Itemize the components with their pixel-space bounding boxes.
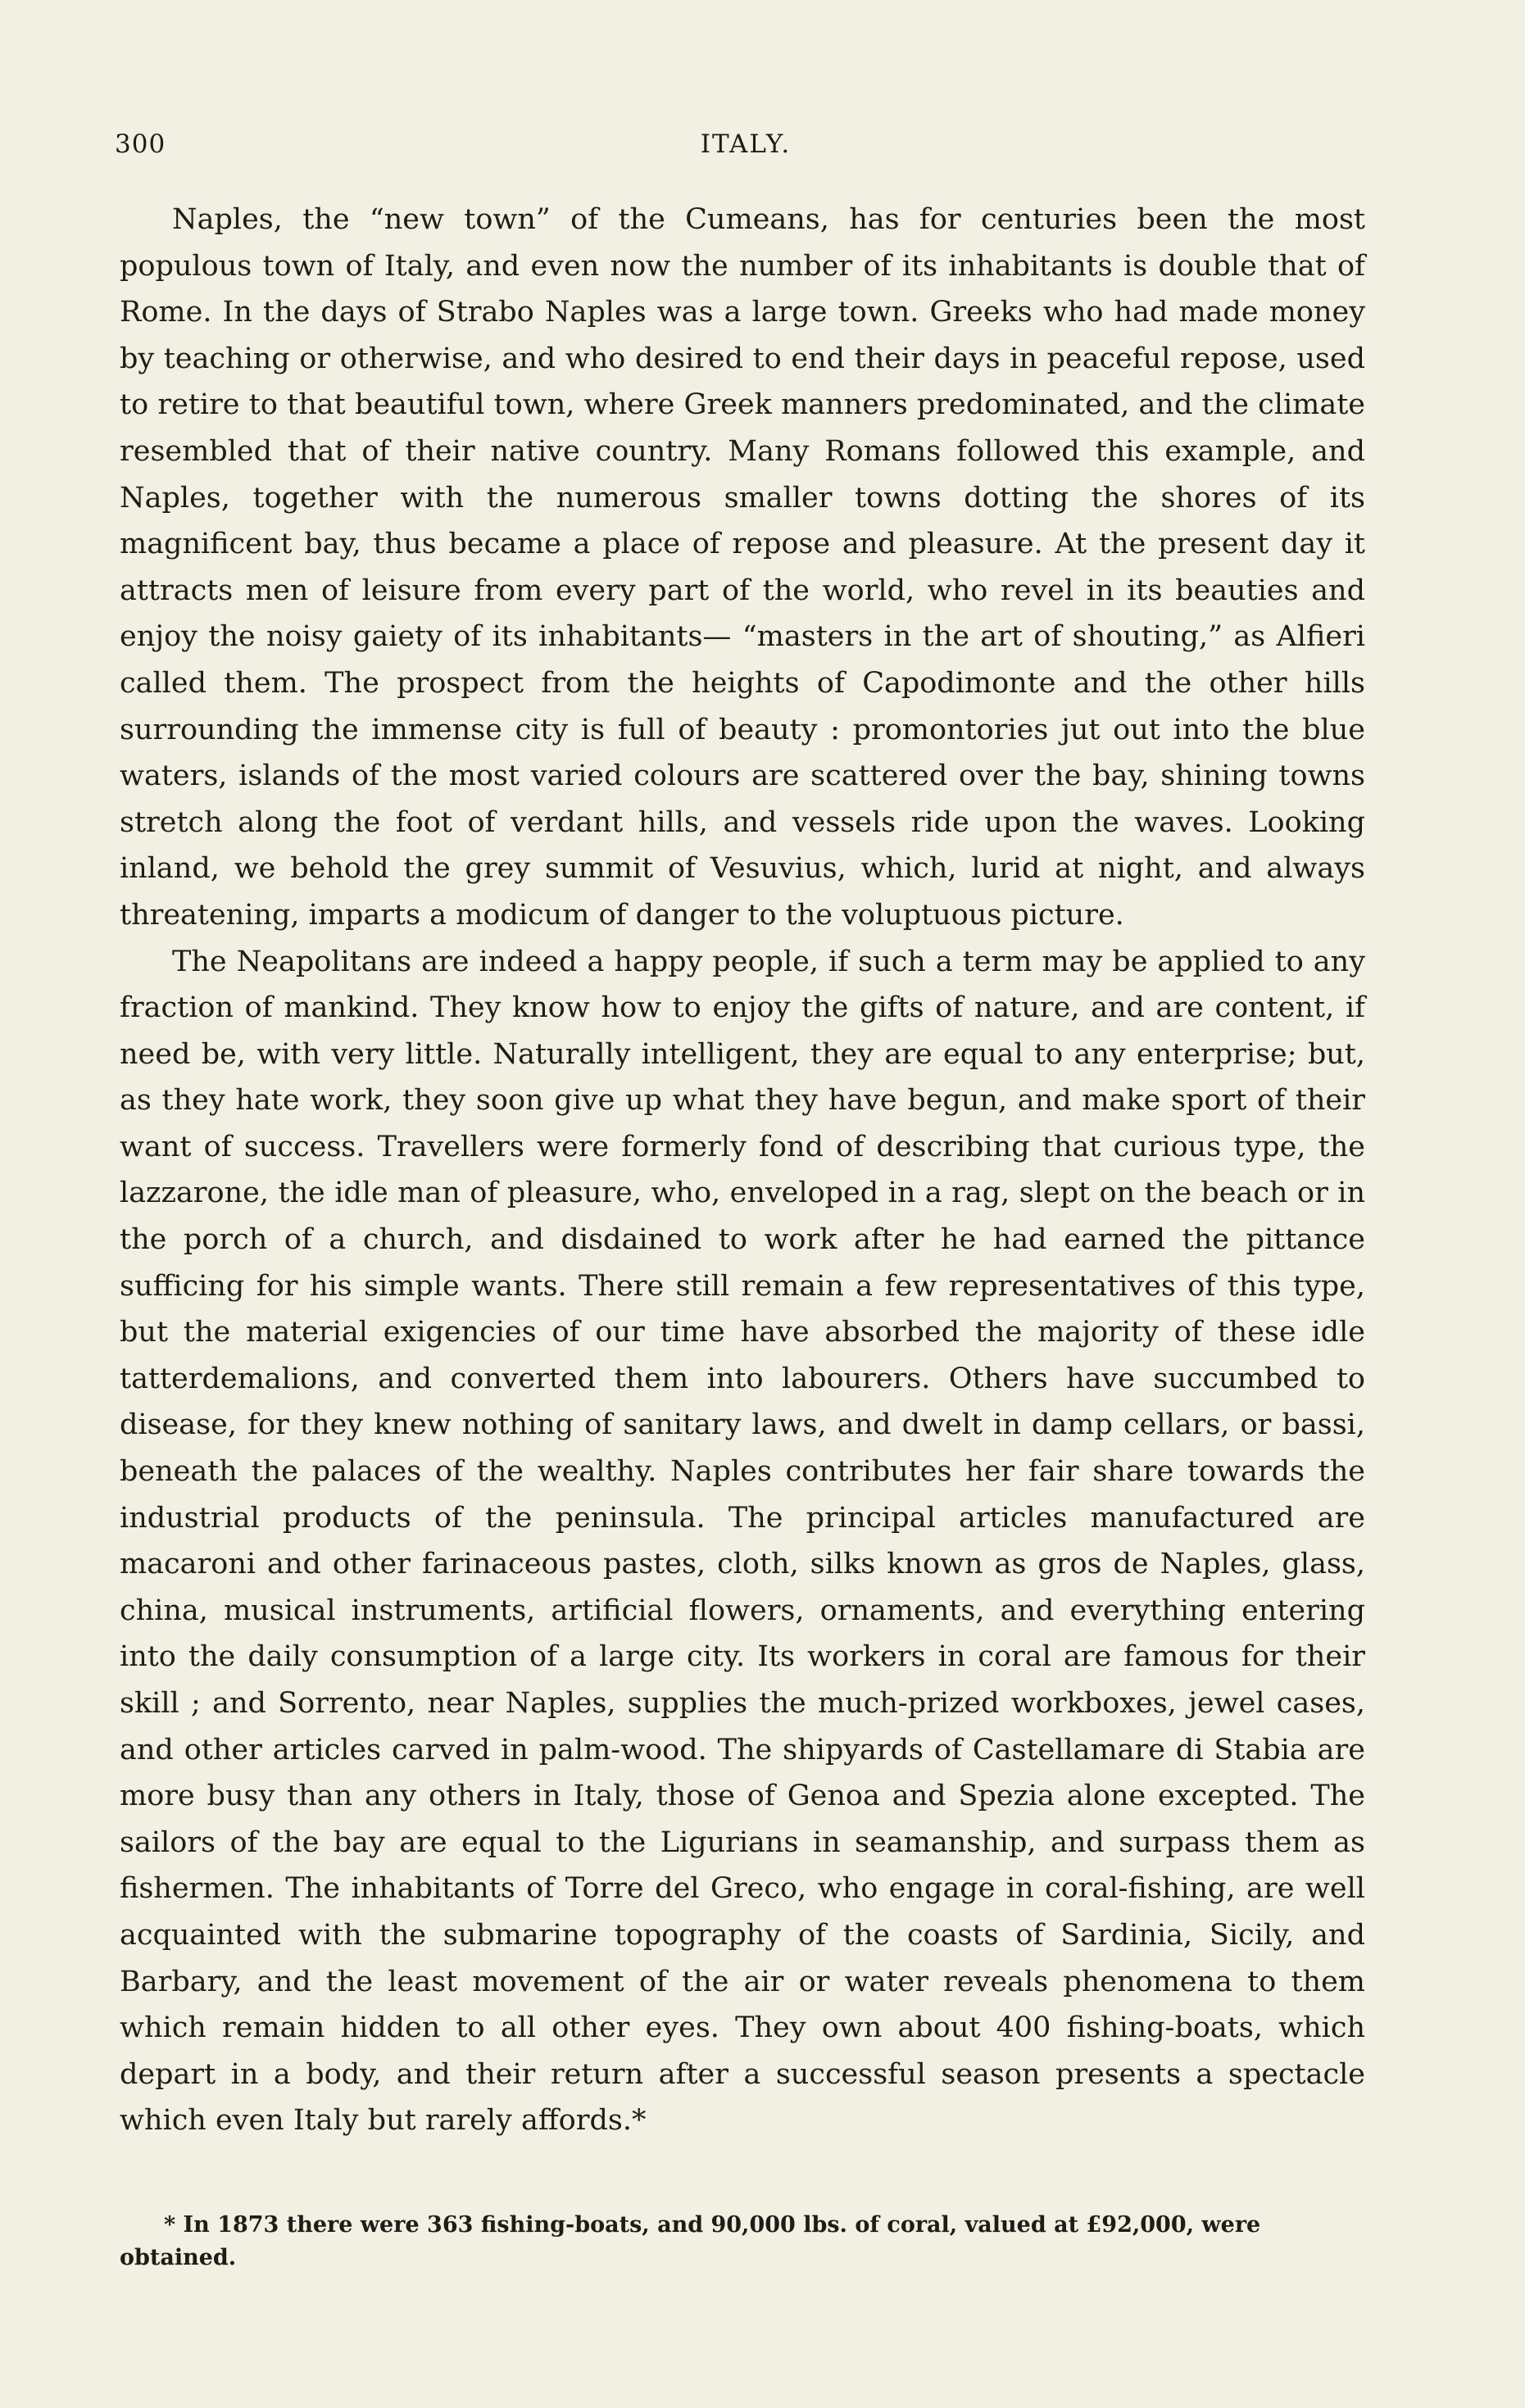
paragraph-neapolitans: The Neapolitans are indeed a happy people, if such a term may be applied to any fraction of mankind. They know how to enjoy the gifts of nature, and are content, if need be, with very little. Naturally intelligent, they are equal to any enterprise; but, as they hate work, they soon give up what they have begun, and make sport of their want of success. Travellers were formerly fond of describing that curious type, the lazzarone, the idle man of pleasure, who, enveloped in a rag, slept on the beach or in the porch of a church, and disdained to work after he had earned the pittance sufficing for his simple wants. There still remain a few representatives of this type, but the material exigencies of our time have absorbed the majority of these idle tatterdemalions, and converted them into labourers. Others have succumbed to disease, for they knew nothing of sanitary laws, and dwelt in damp cellars, or bassi, beneath the palaces of the wealthy. Naples contributes her fair share towards the industrial products of the peninsula. The principal articles manufactured are macaroni and other farinaceous pastes, cloth, silks known as gros de Naples, glass, china, musical instruments, artificial flowers, ornaments, and everything entering into the daily consumption of a large city. Its workers in coral are famous for their skill ; and Sorrento, near Naples, supplies the much-prized workboxes, jewel cases, and other articles carved in palm-wood. The shipyards of Castellamare di Stabia are more busy than any others in Italy, those of Genoa and Spezia alone excepted. The sailors of the bay are equal to the Ligurians in seamanship, and surpass them as fishermen. The inhabitants of Torre del Greco, who engage in coral-fishing, are well acquainted with the submarine topography of the coasts of Sardinia, Sicily, and Barbary, and the least movement of the air or water reveals phenomena to them which remain hidden to all other eyes. They own about 400 fishing-boats, which depart in a body, and their return after a successful season presents a spectacle which even Italy but rarely affords.*: [120, 945, 1365, 2138]
running-head: ITALY.: [700, 129, 792, 159]
footnote: * In 1873 there were 363 fishing-boats, and 90,000 lbs. of coral, valued at £92,000, were obtained.: [120, 2212, 1261, 2270]
page-header: [115, 129, 1377, 170]
body-text: [120, 197, 1365, 2144]
page-number: 300: [115, 129, 166, 159]
paragraph-naples: Naples, the “new town” of the Cumeans, has for centuries been the most populous town of Italy, and even now the number of its inhabitants is double that of Rome. In the days of Strabo Naples was a large town. Greeks who had made money by teaching or otherwise, and who desired to end their days in peaceful repose, used to retire to that beautiful town, where Greek manners predominated, and the climate resembled that of their native country. Many Romans followed this example, and Naples, together with the numerous smaller towns dotting the shores of its magnificent bay, thus became a place of repose and pleasure. At the present day it attracts men of leisure from every part of the world, who revel in its beauties and enjoy the noisy gaiety of its inhabitants— “masters in the art of shouting,” as Alfieri called them. The prospect from the heights of Capodimonte and the other hills surrounding the immense city is full of beauty : promontories jut out into the blue waters, islands of the most varied colours are scattered over the bay, shining towns stretch along the foot of verdant hills, and vessels ride upon the waves. Looking inland, we behold the grey summit of Vesuvius, which, lurid at night, and always threatening, imparts a modicum of danger to the voluptuous picture.: [120, 203, 1365, 932]
